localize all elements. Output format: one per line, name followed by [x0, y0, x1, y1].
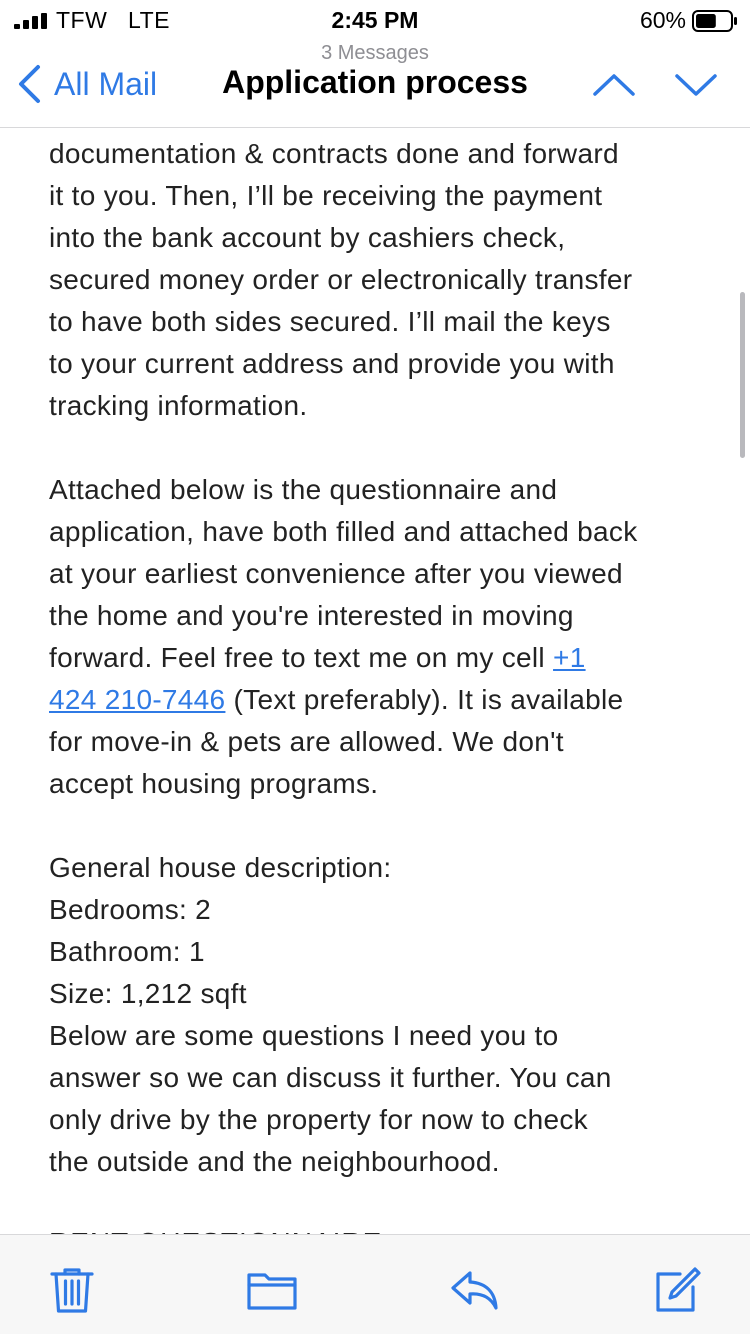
text-line: secured money order or electronically transfer	[49, 264, 633, 295]
scrollbar[interactable]	[740, 292, 745, 458]
text-line: it to you. Then, I’ll be receiving the payment	[49, 180, 603, 211]
text-line: to have both sides secured. I’ll mail the keys	[49, 306, 611, 337]
text-line: at your earliest convenience after you viewed	[49, 558, 623, 589]
text-line: Size: 1,212 sqft	[49, 978, 247, 1009]
trash-icon	[52, 1270, 92, 1311]
bottom-toolbar	[0, 1234, 750, 1334]
email-paragraph	[49, 847, 709, 1183]
phone-link[interactable]: 424 210-7446	[49, 684, 226, 715]
line-text: (Text preferably). It is available	[225, 684, 624, 715]
email-body[interactable]	[0, 129, 750, 1234]
text-line: Below are some questions I need you to	[49, 1020, 559, 1051]
text-line: Bathroom: 1	[49, 936, 205, 967]
move-to-folder-button[interactable]	[246, 1265, 298, 1315]
text-line: application, have both filled and attached back	[49, 516, 638, 547]
navigation-bar	[0, 40, 750, 128]
email-paragraph	[49, 469, 709, 805]
page-title: Application process	[222, 64, 528, 100]
chevron-up-icon	[595, 76, 633, 94]
network-type: LTE	[127, 7, 170, 33]
status-bar	[0, 0, 750, 40]
compose-button[interactable]	[650, 1265, 702, 1315]
reply-icon	[453, 1273, 496, 1308]
text-line: into the bank account by cashiers check,	[49, 222, 566, 253]
text-line: documentation & contracts done and forward	[49, 138, 619, 169]
text-line: Bedrooms: 2	[49, 894, 212, 925]
text-line: to your current address and provide you with	[49, 348, 615, 379]
chevron-down-icon	[677, 76, 715, 94]
text-line: for move-in & pets are allowed. We don't	[49, 726, 564, 757]
line-text: forward. Feel free to text me on my cell	[49, 642, 554, 673]
status-time: 2:45 PM	[331, 7, 419, 33]
next-message-button[interactable]	[672, 64, 720, 104]
message-count: 3 Messages	[321, 42, 429, 64]
text-line	[49, 637, 709, 679]
email-paragraph	[49, 133, 709, 427]
text-line: Attached below is the questionnaire and	[49, 474, 558, 505]
reply-button[interactable]	[448, 1265, 500, 1315]
text-line: General house description:	[49, 852, 392, 883]
carrier-name: TFW	[56, 7, 108, 33]
text-line: only drive by the property for now to check	[49, 1104, 588, 1135]
battery-percent: 60%	[639, 7, 686, 33]
back-label: All Mail	[54, 65, 158, 102]
trash-button[interactable]	[46, 1265, 98, 1315]
text-line: answer so we can discuss it further. You can	[49, 1062, 612, 1093]
text-line: the outside and the neighbourhood.	[49, 1146, 500, 1177]
text-line	[49, 679, 709, 721]
text-line: accept housing programs.	[49, 768, 379, 799]
compose-icon	[658, 1269, 699, 1310]
text-line: tracking information.	[49, 390, 308, 421]
battery-icon	[692, 10, 738, 32]
phone-link[interactable]: +1	[553, 642, 586, 673]
folder-icon	[249, 1275, 295, 1308]
previous-message-button[interactable]	[590, 64, 638, 104]
text-line: the home and you're interested in moving	[49, 600, 574, 631]
